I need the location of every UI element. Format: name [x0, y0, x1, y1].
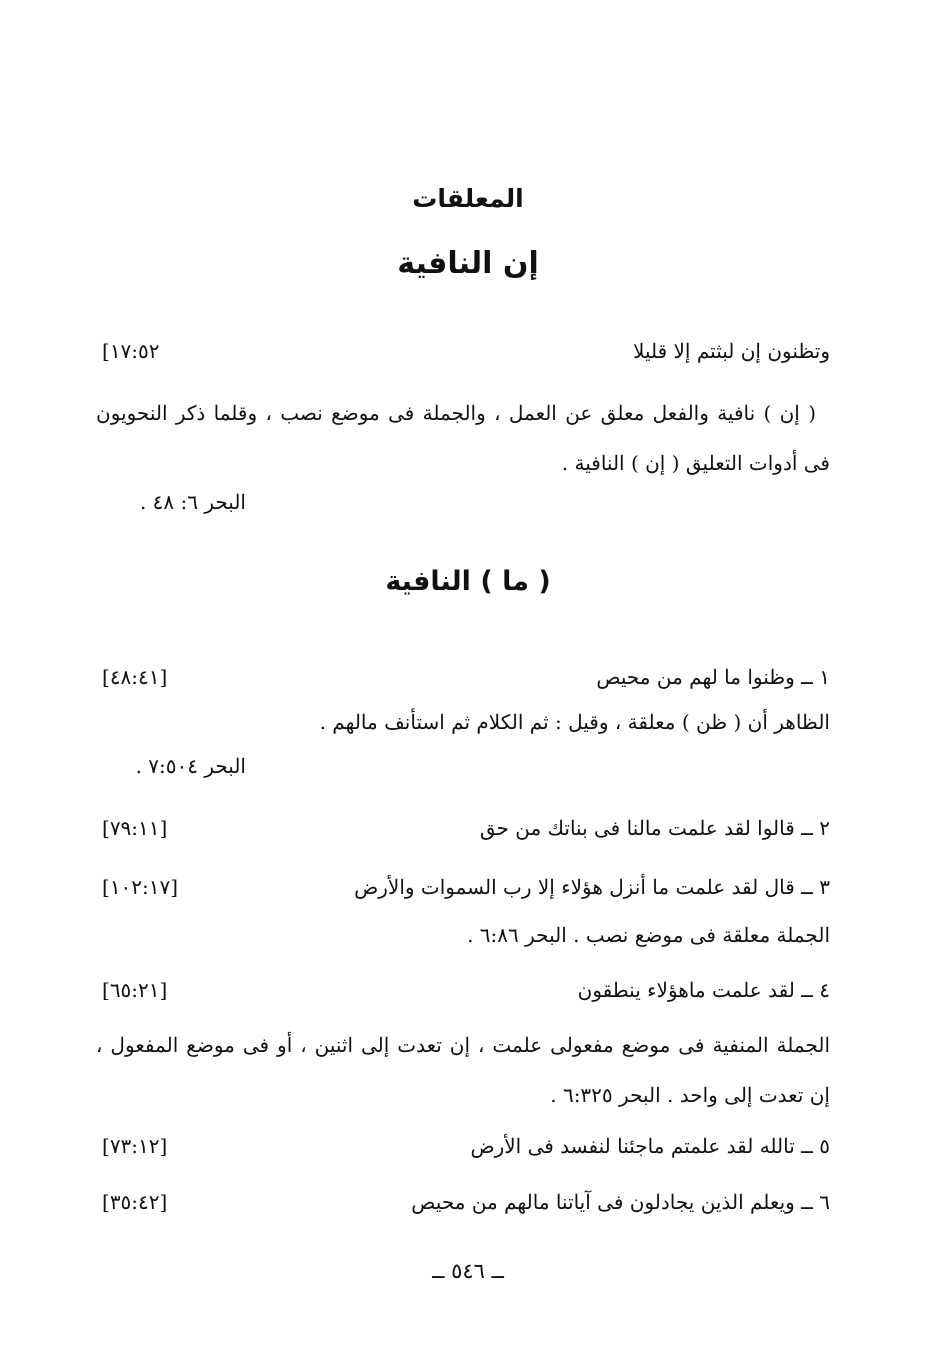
page-title: المعلقات: [412, 184, 524, 213]
entry-reference: [٦٥:٢١]: [102, 978, 168, 1002]
page-number: ــ ٥٤٦ ــ: [432, 1259, 504, 1283]
section-heading-ma-nafiya: ( ما ) النافية: [385, 566, 551, 597]
verse-text: وتظنون إن لبثتم إلا قليلا: [633, 339, 830, 363]
entry-text: ٤ ــ لقد علمت ماهؤلاء ينطقون: [577, 978, 830, 1002]
entry-line-2: [96, 810, 830, 846]
commentary-text: الجملة معلقة فى موضع نصب . البحر ٦:٨٦ .: [467, 923, 830, 947]
entry-commentary-3: [96, 917, 830, 953]
entry-text: ٦ ــ ويعلم الذين يجادلون فى آياتنا مالهم من محيص: [411, 1190, 830, 1214]
section-heading-in-nafiya: إن النافية: [397, 246, 539, 281]
entry-reference: [٣٥:٤٢]: [102, 1190, 168, 1214]
commentary-text: الظاهر أن ( ظن ) معلقة ، وقيل : ثم الكلام ثم استأنف مالهم .: [319, 710, 830, 734]
commentary-paragraph: الجملة المنفية فى موضع مفعولى علمت ، إن تعدت إلى اثنين ، أو فى موضع المفعول ، إن تعدت إلى واحد . البحر ٦:٣٢٥ .: [96, 1033, 830, 1107]
entry-commentary-1: [96, 704, 830, 740]
entry-line-5: [96, 1128, 830, 1164]
entry-reference: [٧٩:١١]: [102, 816, 168, 840]
entry-line-3: [96, 869, 830, 905]
source-citation: البحر ٦: ٤٨ .: [139, 490, 246, 514]
commentary-paragraph: ( إن ) نافية والفعل معلق عن العمل ، والجملة فى موضع نصب ، وقلما ذكر النحويون فى أدوات التعليق ( إن ) النافية .: [96, 401, 830, 475]
verse-line: [96, 333, 830, 369]
source-citation: البحر ٧:٥٠٤ .: [135, 754, 246, 778]
entry-line-1: [96, 659, 830, 695]
entry-line-6: [96, 1184, 830, 1220]
entry-line-4: [96, 972, 830, 1008]
entry-reference: [١٠٢:١٧]: [102, 875, 179, 899]
entry-reference: [٧٣:١٢]: [102, 1134, 168, 1158]
entry-text: ١ ــ وظنوا ما لهم من محيص: [596, 665, 830, 689]
entry-reference: [٤٨:٤١]: [102, 665, 168, 689]
entry-text: ٢ ــ قالوا لقد علمت مالنا فى بناتك من حق: [479, 816, 830, 840]
entry-text: ٥ ــ تالله لقد علمتم ماجئنا لنفسد فى الأرض: [470, 1134, 830, 1158]
entry-text: ٣ ــ قال لقد علمت ما أنزل هؤلاء إلا رب السموات والأرض: [354, 875, 830, 899]
verse-reference: [١٧:٥٢: [102, 339, 160, 363]
